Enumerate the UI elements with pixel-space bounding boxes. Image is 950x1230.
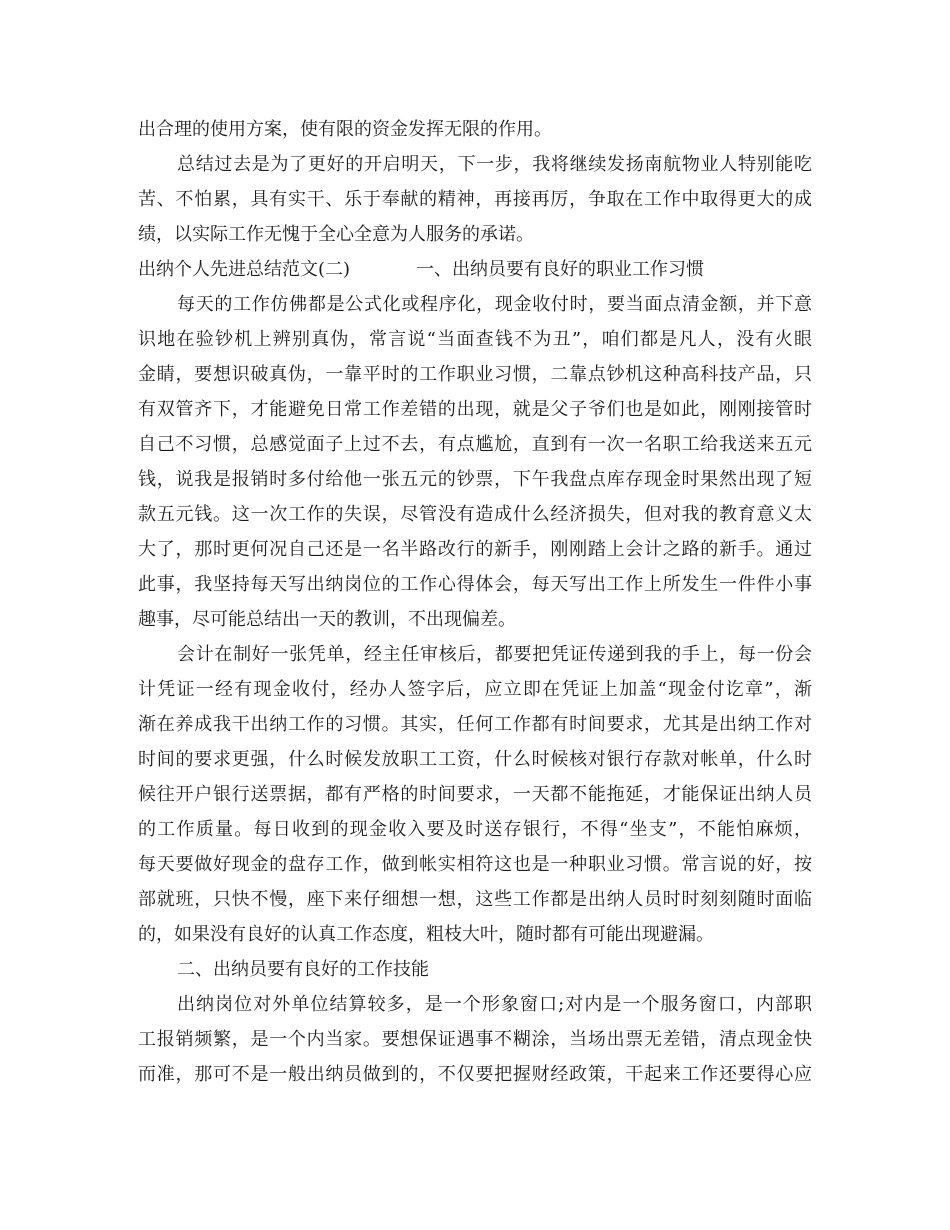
paragraph-line: 出合理的使用方案，使有限的资金发挥无限的作用。 <box>138 119 552 140</box>
paragraph-line: 大了，那时更何况自己还是一名半路改行的新手，刚刚踏上会计之路的新手。通过 <box>138 539 812 560</box>
paragraph-line: 绩，以实际工作无愧于全心全意为人服务的承诺。 <box>138 224 534 245</box>
paragraph-line: 渐在养成我干出纳工作的习惯。其实，任何工作都有时间要求，尤其是出纳工作对 <box>138 714 812 735</box>
paragraph-line: 此事，我坚持每天写出纳岗位的工作心得体会，每天写出工作上所发生一件件小事 <box>138 574 812 595</box>
paragraph-line: 计凭证一经有现金收付，经办人签字后，应立即在凭证上加盖“现金付讫章”，渐 <box>138 679 812 700</box>
paragraph-line: 自己不习惯，总感觉面子上过不去，有点尴尬，直到有一次一名职工给我送来五元 <box>138 434 812 455</box>
paragraph-line: 候往开户银行送票据，都有严格的时间要求，一天都不能拖延，才能保证出纳人员 <box>138 784 812 805</box>
paragraph-line: 时间的要求更强，什么时候发放职工工资，什么时候核对银行存款对帐单，什么时 <box>138 749 812 770</box>
section-heading-line: 二、出纳员要有良好的工作技能 <box>177 959 429 980</box>
paragraph-line: 工报销频繁，是一个内当家。要想保证遇事不糊涂，当场出票无差错，清点现金快 <box>138 1029 812 1050</box>
paragraph-line: 部就班，只快不慢，座下来仔细想一想，这些工作都是出纳人员时时刻刻随时面临 <box>138 889 812 910</box>
paragraph-line: 苦、不怕累，具有实干、乐于奉献的精神，再接再厉，争取在工作中取得更大的成 <box>138 189 812 210</box>
paragraph-line: 会计在制好一张凭单，经主任审核后，都要把凭证传递到我的手上，每一份会 <box>177 644 812 665</box>
paragraph-line: 钱，说我是报销时多付给他一张五元的钞票，下午我盘点库存现金时果然出现了短 <box>138 469 812 490</box>
section-heading <box>138 255 812 285</box>
paragraph-line: 每天要做好现金的盘存工作，做到帐实相符这也是一种职业习惯。常言说的好，按 <box>138 854 812 875</box>
paragraph-line: 金睛，要想识破真伪，一靠平时的工作职业习惯，二靠点钞机这种高科技产品，只 <box>138 364 812 385</box>
document-title: 出纳个人先进总结范文(二) <box>138 259 351 280</box>
paragraph-line: 有双管齐下，才能避免日常工作差错的出现，就是父子爷们也是如此，刚刚接管时 <box>138 399 812 420</box>
paragraph-line: 出纳岗位对外单位结算较多，是一个形象窗口;对内是一个服务窗口，内部职 <box>177 994 812 1015</box>
paragraph-line: 总结过去是为了更好的开启明天，下一步，我将继续发扬南航物业人特别能吃 <box>177 154 812 175</box>
paragraph-line: 的，如果没有良好的认真工作态度，粗枝大叶，随时都有可能出现避漏。 <box>138 924 714 945</box>
paragraph-line: 识地在验钞机上辨别真伪，常言说“当面查钱不为丑”，咱们都是凡人，没有火眼 <box>138 329 812 350</box>
paragraph-line: 款五元钱。这一次工作的失误，尽管没有造成什么经济损失，但对我的教育意义太 <box>138 504 812 525</box>
paragraph-line: 每天的工作仿佛都是公式化或程序化，现金收付时，要当面点清金额，并下意 <box>177 294 812 315</box>
paragraph-line: 而准，那可不是一般出纳员做到的，不仅要把握财经政策，干起来工作还要得心应 <box>138 1064 812 1085</box>
section-title: 一、出纳员要有良好的职业工作习惯 <box>416 259 705 280</box>
paragraph-line: 趣事，尽可能总结出一天的教训，不出现偏差。 <box>138 609 516 630</box>
paragraph-line: 的工作质量。每日收到的现金收入要及时送存银行，不得“坐支”，不能怕麻烦， <box>138 819 812 840</box>
